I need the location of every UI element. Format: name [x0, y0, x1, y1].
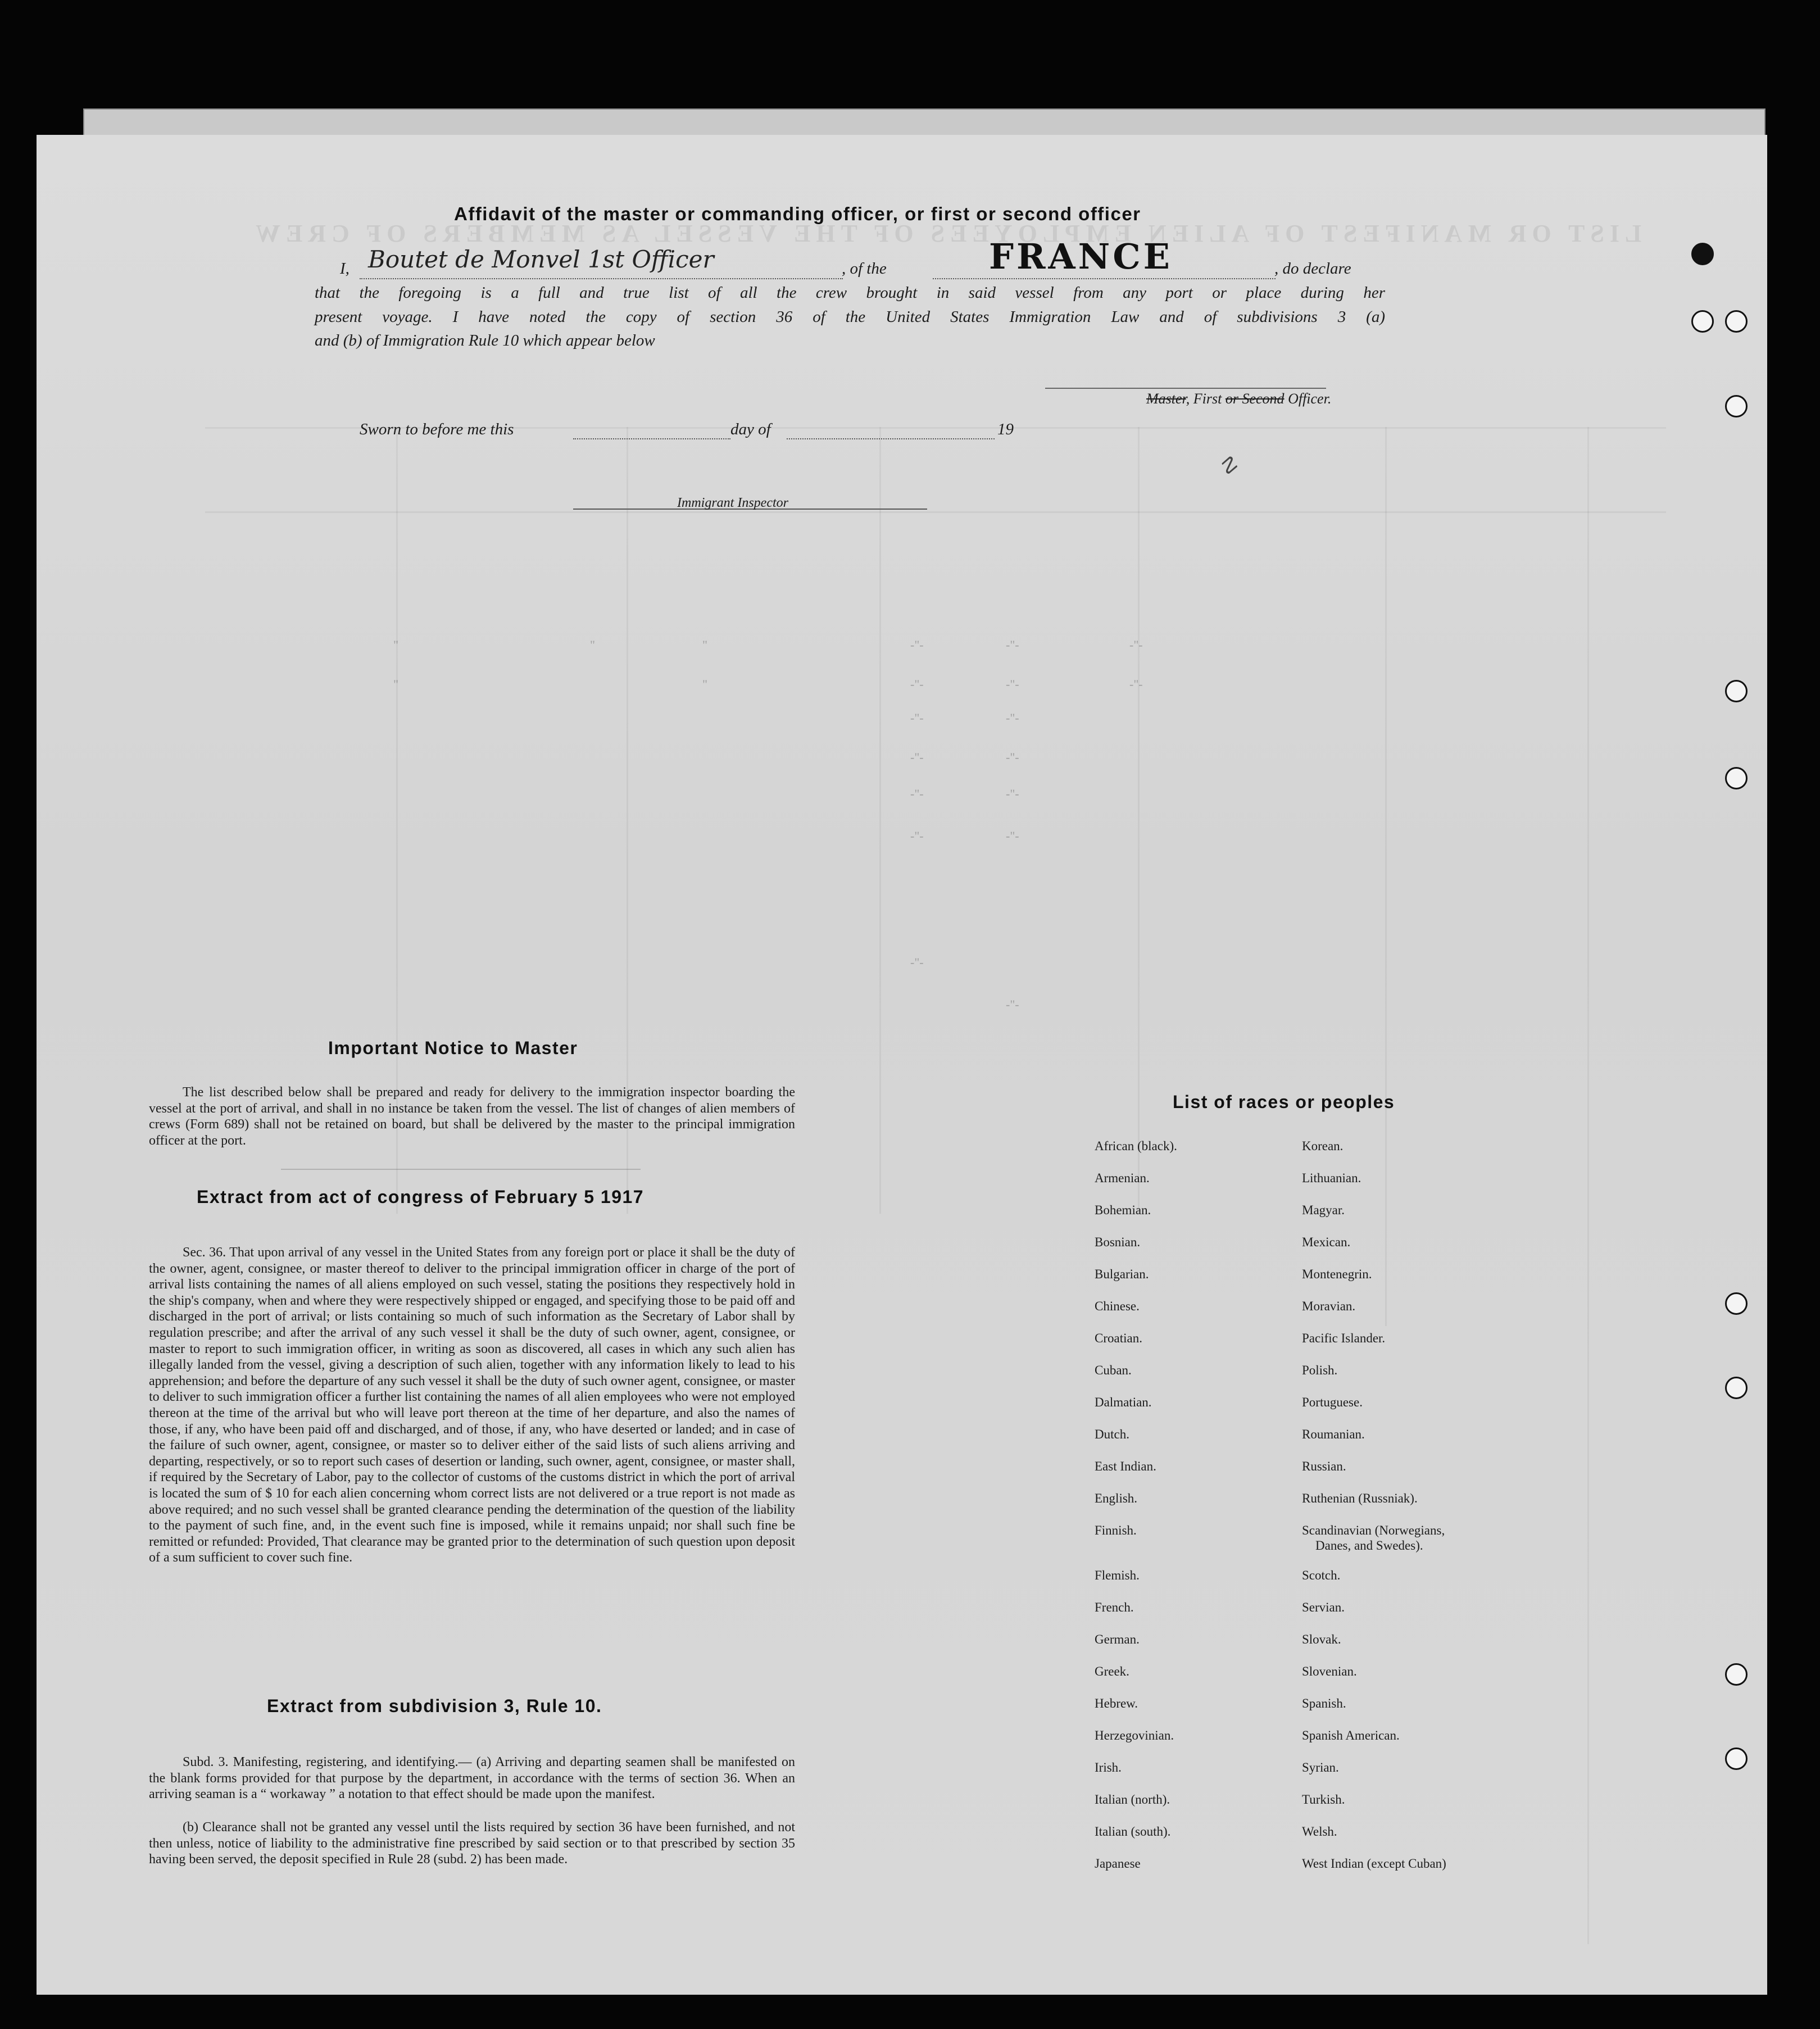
bleed-through-column: [879, 427, 881, 1214]
affidavit-title: Affidavit of the master or commanding officer, or first or second officer: [454, 203, 1141, 224]
race-item: Slovak.: [1302, 1632, 1341, 1646]
race-item: Flemish.: [1095, 1568, 1140, 1582]
binder-hole: [1691, 310, 1714, 333]
race-item: Hebrew.: [1095, 1696, 1138, 1710]
do-declare-label: , do declare: [1274, 260, 1351, 278]
race-item: English.: [1095, 1491, 1138, 1505]
race-item: Irish.: [1095, 1760, 1122, 1774]
race-item: French.: [1095, 1600, 1134, 1614]
binder-hole: [1725, 680, 1748, 702]
affidavit-line-4: and (b) of Immigration Rule 10 which appear below: [315, 332, 655, 349]
race-item: Japanese: [1095, 1856, 1141, 1871]
race-item: Ruthenian (Russniak).: [1302, 1491, 1418, 1505]
race-item: Italian (north).: [1095, 1792, 1170, 1806]
race-item: Scandinavian (Norwegians,: [1302, 1523, 1445, 1537]
race-item: Korean.: [1302, 1139, 1344, 1153]
year-prefix: 19: [997, 420, 1014, 438]
bleed-through-rule: [205, 511, 1666, 513]
race-item: Cuban.: [1095, 1363, 1132, 1377]
race-item: Bosnian.: [1095, 1235, 1141, 1249]
race-item: Montenegrin.: [1302, 1267, 1372, 1281]
race-item: Greek.: [1095, 1664, 1129, 1678]
day-of-label: day of: [730, 420, 771, 438]
affidavit-i-label: I,: [340, 260, 350, 278]
race-item: Russian.: [1302, 1459, 1346, 1473]
sworn-day-rule: [573, 438, 730, 439]
binder-hole: [1725, 767, 1748, 789]
officer-signature-rule: [1045, 388, 1326, 389]
race-item: Moravian.: [1302, 1299, 1356, 1313]
race-item: Italian (south).: [1095, 1824, 1171, 1839]
signature-title: [1146, 391, 1331, 407]
race-item: Turkish.: [1302, 1792, 1345, 1806]
race-item: Armenian.: [1095, 1171, 1150, 1185]
race-item: Polish.: [1302, 1363, 1338, 1377]
binder-hole: [1725, 1747, 1748, 1770]
act-extract-heading: Extract from act of congress of February 5 1917: [197, 1187, 645, 1207]
affidavit-line-2: that the foregoing is a full and true list of all the crew brought in said vessel from any port or place during her: [315, 284, 1385, 302]
bleed-through-column: [1587, 427, 1589, 1944]
officer-name-rule: [360, 278, 843, 279]
binder-hole: [1725, 310, 1748, 333]
race-item: Croatian.: [1095, 1331, 1142, 1345]
race-item: West Indian (except Cuban): [1302, 1856, 1446, 1871]
races-heading: List of races or peoples: [1173, 1092, 1395, 1112]
inspector-label: Immigrant Inspector: [677, 496, 788, 510]
binder-hole: [1691, 243, 1714, 265]
of-the-label: , of the: [842, 260, 887, 278]
race-item: Syrian.: [1302, 1760, 1339, 1774]
race-item: Scotch.: [1302, 1568, 1341, 1582]
rule-extract-para-b: (b) Clearance shall not be granted any vessel until the lists required by section 36 have been furnished, and not then unless, notice of liability to the administrative fine prescribed by said section or to that prescribed by section 35 having been served, the deposit specified in Rule 28 (subd. 2) has been made.: [149, 1820, 795, 1867]
race-item: Dutch.: [1095, 1427, 1129, 1441]
notice-text: The list described below shall be prepared and ready for delivery to the immigration inspector boarding the vessel at the port of arrival, and shall in no instance be taken from the vessel. The list of changes of alien members of crews (Form 689) shall not be retained on board, but shall be delivered by the master to the principal immigration officer at the port.: [149, 1085, 795, 1148]
race-item: Chinese.: [1095, 1299, 1140, 1313]
rule-extract-para-a: Subd. 3. Manifesting, registering, and identifying.— (a) Arriving and departing seamen shall be manifested on the blank forms provided for that purpose by the department, in accordance with the terms of section 36. When an arriving seaman is a “ workaway ” a notation to that effect should be made upon the manifest.: [149, 1755, 795, 1802]
race-item: Mexican.: [1302, 1235, 1351, 1249]
race-item: East Indian.: [1095, 1459, 1156, 1473]
race-item: Dalmatian.: [1095, 1395, 1152, 1409]
bleed-through-text: LIST OR MANIFEST OF ALIEN EMPLOYEES OF THE VESSEL AS MEMBERS OF CREW: [250, 220, 1642, 247]
signature-officer: Officer.: [1288, 391, 1332, 407]
race-item: Roumanian.: [1302, 1427, 1365, 1441]
race-item: Servian.: [1302, 1600, 1345, 1614]
affidavit-line-3: present voyage. I have noted the copy of section 36 of the United States Immigration Law and of subdivisions 3 (a): [315, 308, 1385, 326]
race-item: Spanish.: [1302, 1696, 1346, 1710]
race-item-continuation: Danes, and Swedes).: [1315, 1538, 1423, 1553]
vessel-name-rule: [933, 278, 1276, 279]
sworn-label: Sworn to before me this: [360, 420, 514, 438]
rule-extract-heading: Extract from subdivision 3, Rule 10.: [267, 1696, 602, 1716]
race-item: Pacific Islander.: [1302, 1331, 1386, 1345]
race-item: Magyar.: [1302, 1203, 1345, 1217]
vessel-name-stamp: FRANCE: [989, 236, 1173, 277]
act-extract-text: Sec. 36. That upon arrival of any vessel in the United States from any foreign port or place it shall be the duty of the owner, agent, consignee, or master thereof to deliver to the principal immigration officer in charge of the port of arrival lists containing the names of all aliens employed on such vessel, stating the positions they respectively hold in the ship's company, when and where they were respectively shipped or engaged, and specifying those to be paid off and discharged in the port of arrival; or lists containing so much of such information as the Secretary of Labor shall by regulation prescribe; and after the arrival of any such vessel it shall be the duty of such owner, agent, consignee, or master to report to such immigration officer, in writing as soon as discovered, all cases in which any such alien has illegally landed from the vessel, giving a description of such alien, together with any information likely to lead to his apprehension; and before the departure of any such vessel it shall be the duty of such owner agent, consignee, or master to deliver to such immigration officer a further list containing the names of all alien employees who were not employed thereon at the time of the arrival but who will leave port thereon at the time of her departure, and also the names of those, if any, who have been paid off and discharged, and of those, if any, who have deserted or landed; and in case of the failure of such owner, agent, consignee, or master so to deliver either of the said lists of such aliens arriving and departing, respectively, or so to report such cases of desertion or landing, such owner, agent, consignee, or master shall, if required by the Secretary of Labor, pay to the collector of customs of the customs district in which the port of arrival is located the sum of $ 10 for each alien concerning whom correct lists are not delivered or a true report is not made as above required; and no such vessel shall be granted clearance pending the determination of the question of the liability to the payment of such fine, and, in the event such fine is imposed, while it remains unpaid; nor shall such fine be remitted or refunded: Provided, That clearance may be granted prior to the determination of such question upon deposit of a sum sufficient to cover such fine.: [149, 1245, 795, 1565]
race-item: Slovenian.: [1302, 1664, 1357, 1678]
race-item: Lithuanian.: [1302, 1171, 1361, 1185]
race-item: Welsh.: [1302, 1824, 1337, 1839]
race-item: Herzegovinian.: [1095, 1728, 1174, 1742]
race-item: Spanish American.: [1302, 1728, 1400, 1742]
binder-hole: [1725, 1377, 1748, 1399]
race-item: Portuguese.: [1302, 1395, 1363, 1409]
race-item: German.: [1095, 1632, 1140, 1646]
race-item: Bohemian.: [1095, 1203, 1151, 1217]
signature-second-struck: or Second: [1225, 391, 1285, 407]
signature-first: , First: [1186, 391, 1222, 407]
notice-heading: Important Notice to Master: [328, 1038, 578, 1058]
binder-hole: [1725, 1292, 1748, 1315]
bleed-through-column: [1385, 427, 1387, 1326]
sworn-month-rule: [787, 438, 995, 439]
bleed-through-column: [1138, 427, 1140, 1214]
binder-hole: [1725, 395, 1748, 417]
handwritten-initials: ☡: [1215, 452, 1242, 482]
signature-master-struck: Master: [1146, 391, 1186, 407]
race-item: Finnish.: [1095, 1523, 1137, 1537]
officer-handwritten-name: Boutet de Monvel 1st Officer: [368, 246, 714, 273]
binder-hole: [1725, 1663, 1748, 1686]
race-item: Bulgarian.: [1095, 1267, 1149, 1281]
notice-divider: [281, 1169, 641, 1170]
race-item: African (black).: [1095, 1139, 1177, 1153]
